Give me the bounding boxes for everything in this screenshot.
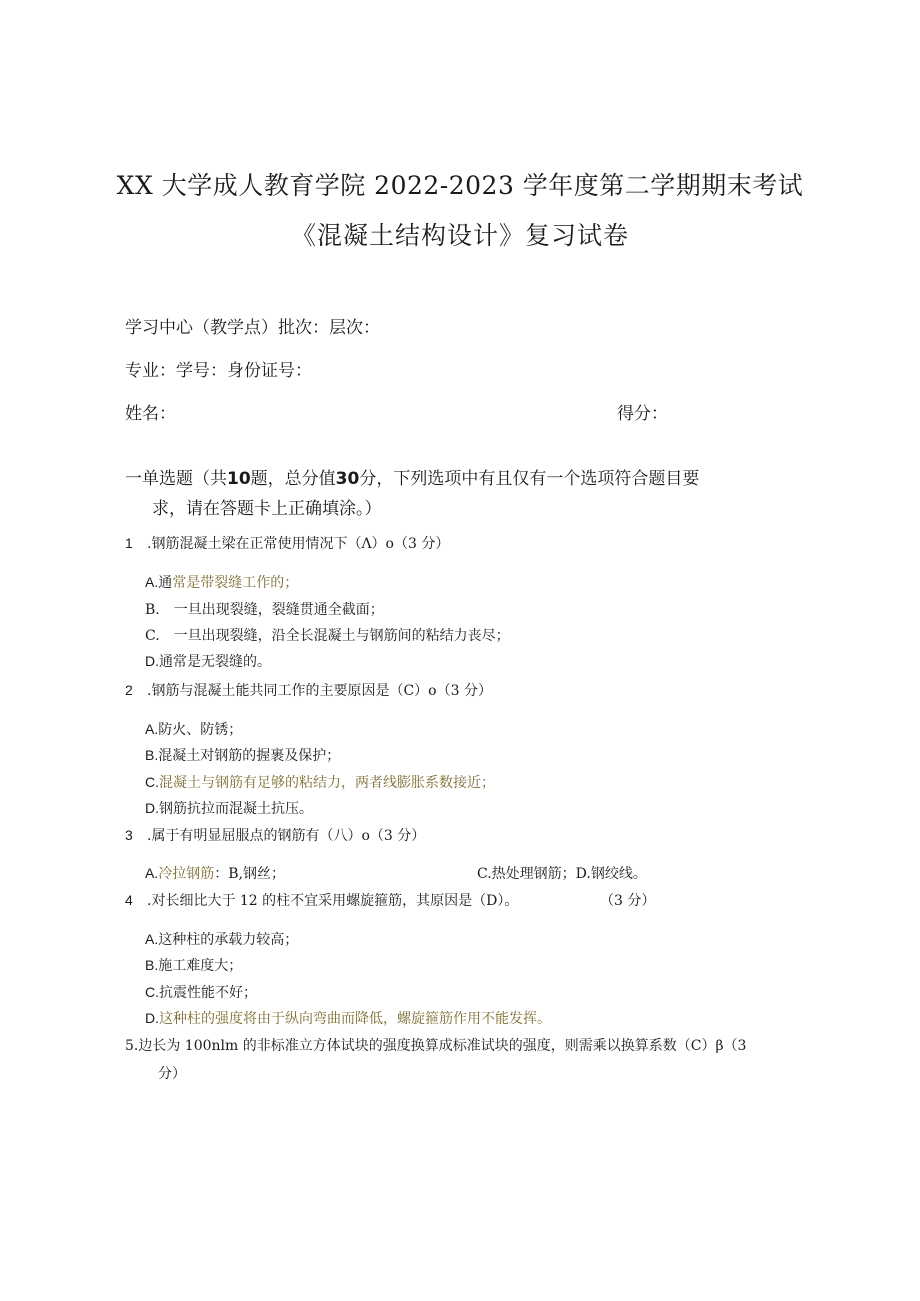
info-line-center-batch-level: 学习中心（教学点）批次：层次： <box>125 318 380 338</box>
question-4 <box>125 890 518 910</box>
info-line-major-id: 专业：学号：身份证号： <box>125 361 312 381</box>
exam-title-line2: 《混凝土结构设计》复习试卷 <box>290 221 629 250</box>
q2-option-a: A.防火、防锈； <box>145 721 243 738</box>
info-score-label: 得分： <box>617 404 668 424</box>
section-heading-line2: 求，请在答题卡上正确填涂。） <box>152 499 382 519</box>
question-3 <box>125 825 425 845</box>
question-2 <box>125 680 492 700</box>
question-number: 3 <box>125 827 133 843</box>
q4-option-b: B.施工难度大； <box>145 957 243 974</box>
question-number: 2 <box>125 682 133 698</box>
question-text: .对长细比大于 12 的柱不宜采用螺旋箍筋，其原因是（D）。 <box>147 893 519 909</box>
q4-option-c: C.抗震性能不好； <box>145 984 257 1001</box>
question-1 <box>125 533 449 553</box>
q1-option-a: A.通常是带裂缝工作的； <box>145 574 299 591</box>
question-5-line2: 分） <box>158 1066 186 1082</box>
question-text: .钢筋与混凝土能共同工作的主要原因是（C）o（3 分） <box>147 683 492 699</box>
q1-option-c: C. 一旦出现裂缝，沿全长混凝土与钢筋间的粘结力丧尽； <box>145 628 510 644</box>
q4-option-a: A.这种柱的承载力较高； <box>145 931 299 948</box>
question-number: 4 <box>125 892 133 908</box>
question-text: .钢筋混凝土梁在正常使用情况下（Λ）o（3 分） <box>147 536 450 552</box>
q2-option-c: C.混凝土与钢筋有足够的粘结力，两者线膨胀系数接近； <box>145 774 495 791</box>
highlighted-answer: 混凝土与钢筋有足够的粘结力，两者线膨胀系数接近； <box>159 775 495 791</box>
section-heading-prefix: 一单选题（共 <box>125 469 227 489</box>
q2-option-d: D.钢筋抗拉而混凝土抗压。 <box>145 800 313 817</box>
highlighted-answer: 这种柱的强度将由于纵向弯曲而降低，螺旋箍筋作用不能发挥。 <box>159 1011 551 1027</box>
question-count: 10 <box>227 469 251 489</box>
q1-option-d: D.通常是无裂缝的。 <box>145 653 271 670</box>
highlighted-answer: 常是带裂缝工作的； <box>172 575 299 591</box>
q3-options-cd: C.热处理钢筋；D.钢绞线。 <box>477 866 647 882</box>
q1-option-b: B. 一旦出现裂缝，裂缝贯通全截面； <box>145 602 384 618</box>
info-name-label: 姓名： <box>125 404 176 424</box>
question-text: .属于有明显屈服点的钢筋有（八）o（3 分） <box>147 828 426 844</box>
section-heading <box>125 464 699 489</box>
q2-option-b: B.混凝土对钢筋的握裹及保护； <box>145 747 341 764</box>
q3-options-ab: A.冷拉钢筋：B,钢丝； <box>145 865 285 882</box>
question-5: 5.边长为 100nlm 的非标准立方体试块的强度换算成标准试块的强度，则需乘以换算系数（C）β（3 <box>125 1038 747 1054</box>
q4-score: （3 分） <box>600 893 656 909</box>
highlighted-answer: 冷拉钢筋 <box>158 866 215 882</box>
exam-title-line1: XX 大学成人教育学院 2022-2023 学年度第二学期期末考试 <box>116 171 804 200</box>
section-heading-mid: 题，总分值 <box>250 469 336 489</box>
question-number: 1 <box>125 535 133 551</box>
section-heading-suffix: 分，下列选项中有且仅有一个选项符合题目要 <box>359 469 700 489</box>
total-score: 30 <box>335 469 360 489</box>
q4-option-d: D.这种柱的强度将由于纵向弯曲而降低，螺旋箍筋作用不能发挥。 <box>145 1010 551 1027</box>
